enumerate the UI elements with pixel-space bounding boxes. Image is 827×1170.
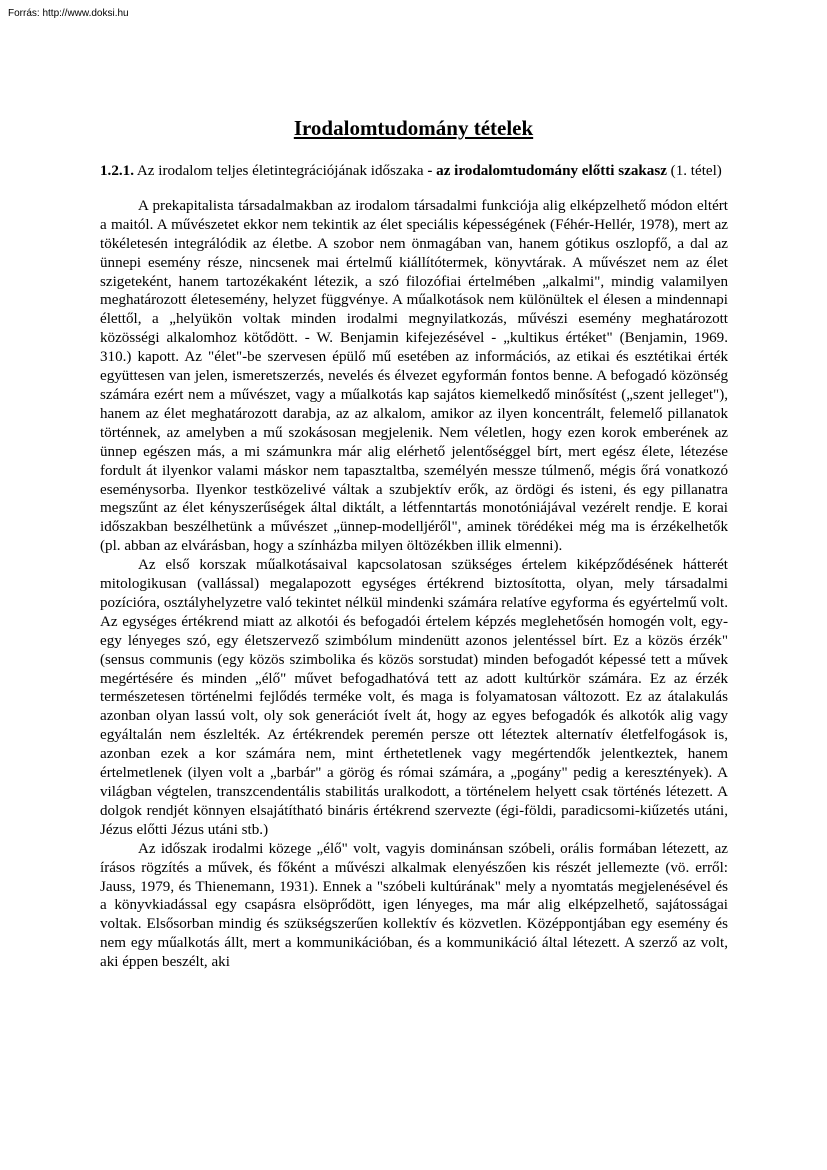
section-text: Az irodalom teljes életintegrációjának időszaka [133,163,428,179]
section-heading [100,162,728,181]
section-suffix: (1. tétel) [666,163,722,179]
paragraph: Az időszak irodalmi közege „élő" volt, vagyis dominánsan szóbeli, orális formában létezett, az írásos rögzítés a művek, és főként a művészi alkalmak elenyészően kis részét jellemezte (vö. erről: Jauss, 1979, és Thienemann, 1931). Ennek a "szóbeli kultúrának" mely a nyomtatás megjelenésével és a könyvkiadással egy csapásra elsöprődött, igen lényeges, ma már alig elképzelhető, sajátosságai voltak. Elsősorban mindig és szükségszerűen kollektív és közvetlen. Középpontjában egy esemény és nem egy műalkotás állt, mert a kommunikációban, és a kommunikáció által létezett. A szerző az volt, aki éppen beszélt, aki [100,840,728,971]
paragraph: A prekapitalista társadalmakban az irodalom társadalmi funkciója alig elképzelhető módon eltért a maitól. A művészetet ekkor nem tekintik az élet speciális képességének (Féhér-Hellér, 1978), mert az tökéletesén integrálódik az életbe. A szobor nem önmagában van, hanem gótikus oszlopfő, a dal az ünnepi esemény része, nincsenek mai értelmű kiállítótermek, könyvtárak. A művészet nem az élet szigeteként, hanem tartozékaként létezik, a szó filozófiai értelmében „alkalmi", mindig valamilyen meghatározott életesemény, helyzet függvénye. A műalkotások nem különültek el élesen a mindennapi élettől, a „helyükön voltak minden irodalmi megnyilatkozás, művészi esemény meghatározott közösségi alkalomhoz kötődött. - W. Benjamin kifejezésével - „kultikus értéket" (Benjamin, 1969. 310.) kapott. Az "élet"-be szervesen épülő mű esetében az információs, az etikai és esztétikai érték együttesen van jelen, ismeretszerzés, nevelés és élvezet egyformán fontos benne. A befogadó közönség számára ezért nem a művészet, vagy a műalkotás kap sajátos kiemelkedő minősítést („szent jelleget"), hanem az élet meghatározott darabja, az az alkalom, amikor az ilyen koncentrált, felemelő pillanatok történnek, az amelyben a mű szokásosan megjelenik. Nem véletlen, hogy ezen korok emberének az ünnep egészen más, a mi számunkra már alig elérhető jelentőséggel bírt, mert egész élete, létezése fordult át ilyenkor valami máskor nem tapasztaltba, személyén messze túlmenő, mégis őrá vonatkozó eseménysorba. Ilyenkor testközelivé váltak a szubjektív erők, az ördögi és isteni, és egy pillanatra megszűnt az élet kényszerűségek által diktált, a létfenntartás monotóniájával vezérelt rendje. E korai időszakban beszélhetünk a művészet „ünnep-modelljéről", aminek törédékei még ma is érzékelhetők (pl. abban az elvárásban, hogy a színházba milyen öltözékben illik elmenni). [100,197,728,555]
source-url: Forrás: http://www.doksi.hu [8,8,129,19]
paragraph: Az első korszak műalkotásaival kapcsolatosan szükséges értelem kiképződésének hátterét mitologikusan (vallással) megalapozott egységes értékrend biztosította, olyan, mely társadalmi pozícióra, osztályhelyzetre való tekintet nélkül mindenki számára relatíve egyforma és egyértelmű volt. Az egységes értékrend miatt az alkotói és befogadói értelem képzés meglehetősén homogén volt, egy-egy lényeges szó, egy életszervező szimbólum mindenütt azonos jelentéssel bírt. Ez a közös érzék" (sensus communis (egy közös szimbolika és közös sorstudat) minden befogadót képessé tett a művek megértésére és minden „élő" művet befogadhatóvá tett az adott kultúrkör számára. Ez az érzék természetesen történelmi fejlődés terméke volt, és maga is folyamatosan változott. Ez az átalakulás azonban olyan lassú volt, oly sok generációt ívelt át, hogy az egyes befogadók és alkotók alig vagy egyáltalán nem észlelték. Az értékrendek peremén persze ott léteztek alternatív életfelfogások is, azonban ezek a kor számára nem, mint érthetetlenek vagy megértendők jelentkeztek, hanem értelmetlenek (ilyen volt a „barbár" a görög és római számára, a „pogány" pedig a keresztények). A világban végtelen, transzcendentális stabilitás uralkodott, a történelem helyett csak történés létezett. A dolgok rendjét könnyen elsajátítható bináris értékrend szervezte (égi-földi, paradicsomi-kiűzetés utáni, Jézus előtti Jézus utáni stb.) [100,557,728,838]
page-title: Irodalomtudomány tételek [293,116,534,141]
section-number: 1.2.1. [100,163,134,179]
section-bold-text: - az irodalomtudomány előtti szakasz [427,163,667,179]
document-body [100,162,728,972]
